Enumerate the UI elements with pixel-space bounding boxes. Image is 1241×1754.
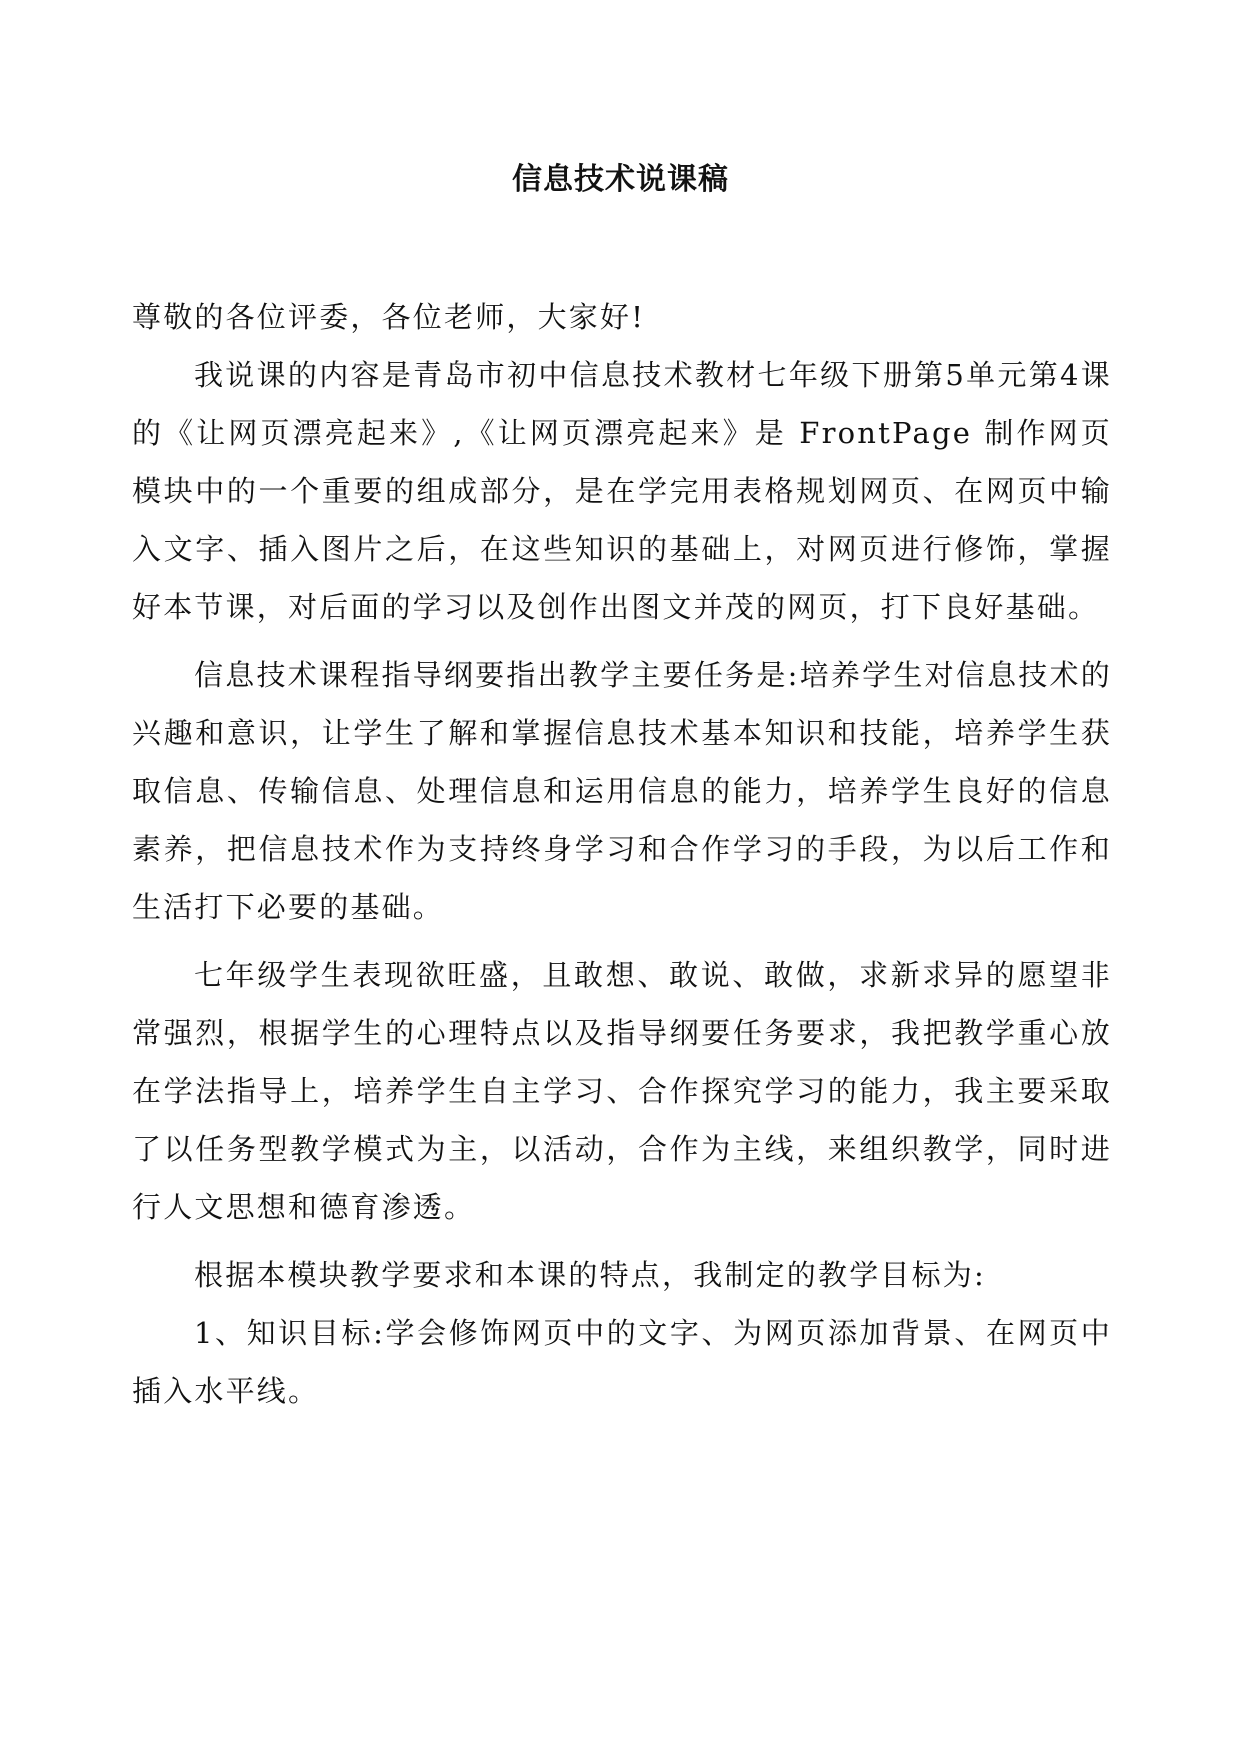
document-body: [132, 288, 1112, 1420]
paragraph-students: 七年级学生表现欲旺盛，且敢想、敢说、敢做，求新求异的愿望非常强烈，根据学生的心理特点以及指导纲要任务要求，我把教学重心放在学法指导上，培养学生自主学习、合作探究学习的能力，我主要采取了以任务型教学模式为主，以活动，合作为主线，来组织教学，同时进行人文思想和德育渗透。: [132, 958, 1112, 1224]
paragraph-intro: 我说课的内容是青岛市初中信息技术教材七年级下册第5单元第4课的《让网页漂亮起来》,《让网页漂亮起来》是 FrontPage 制作网页模块中的一个重要的组成部分，是在学完用表格规划网页、在网页中输入文字、插入图片之后，在这些知识的基础上，对网页进行修饰，掌握好本节课，对后面的学习以及创作出图文并茂的网页，打下良好基础。: [132, 358, 1112, 624]
paragraph-curriculum: 信息技术课程指导纲要指出教学主要任务是:培养学生对信息技术的兴趣和意识，让学生了解和掌握信息技术基本知识和技能，培养学生获取信息、传输信息、处理信息和运用信息的能力，培养学生良好的信息素养，把信息技术作为支持终身学习和合作学习的手段，为以后工作和生活打下必要的基础。: [132, 658, 1112, 924]
paragraph-objectives-intro: 根据本模块教学要求和本课的特点，我制定的教学目标为:: [194, 1258, 986, 1292]
greeting-paragraph: 尊敬的各位评委，各位老师，大家好!: [132, 300, 646, 334]
document-title: 信息技术说课稿: [512, 162, 729, 197]
paragraph-knowledge-objective: 1、知识目标:学会修饰网页中的文字、为网页添加背景、在网页中插入水平线。: [132, 1316, 1112, 1408]
